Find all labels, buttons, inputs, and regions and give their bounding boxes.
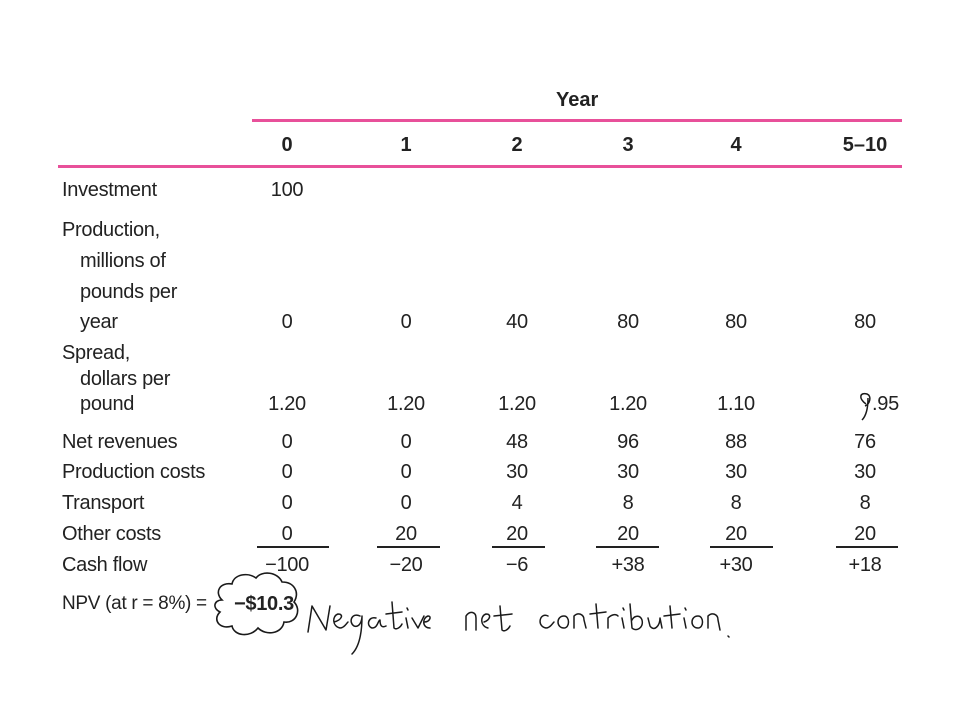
npv-label: NPV (at r = 8%) = xyxy=(62,593,207,614)
other-costs-year-5-10: 20 xyxy=(854,523,876,545)
column-header-year-4: 4 xyxy=(730,134,742,156)
row-label-other-costs: Other costs xyxy=(62,523,161,545)
row-label-transport: Transport xyxy=(62,492,145,514)
other-costs-year-3: 20 xyxy=(617,523,639,545)
row-label-investment: Investment xyxy=(62,179,157,201)
other-costs-year-4: 20 xyxy=(725,523,747,545)
production-year-4: 80 xyxy=(725,311,747,333)
transport-year-1: 0 xyxy=(400,492,412,514)
npv-cloud-circle xyxy=(215,573,298,635)
row-label-production-line-4: year xyxy=(80,311,118,333)
row-label-production: Production, xyxy=(62,219,160,241)
row-label-cash-flow: Cash flow xyxy=(62,554,148,576)
net-revenues-year-5-10: 76 xyxy=(854,431,876,453)
production-costs-year-0: 0 xyxy=(281,461,293,483)
production-costs-year-5-10: 30 xyxy=(854,461,876,483)
spread-year-0: 1.20 xyxy=(268,393,306,415)
cash-flow-year-1: −20 xyxy=(389,554,423,576)
cash-flow-year-5-10: +18 xyxy=(848,554,882,576)
column-header-year-1: 1 xyxy=(400,134,412,156)
production-costs-year-3: 30 xyxy=(617,461,639,483)
production-costs-year-2: 30 xyxy=(506,461,528,483)
transport-year-5-10: 8 xyxy=(859,492,871,514)
other-costs-year-0: 0 xyxy=(281,523,293,545)
transport-year-3: 8 xyxy=(622,492,634,514)
production-year-3: 80 xyxy=(617,311,639,333)
row-label-net-revenues: Net revenues xyxy=(62,431,178,453)
npv-value: −$10.3 xyxy=(234,593,294,615)
transport-year-4: 8 xyxy=(730,492,742,514)
row-label-spread-line-3: pound xyxy=(80,393,135,415)
other-costs-year-1: 20 xyxy=(395,523,417,545)
production-year-1: 0 xyxy=(400,311,412,333)
transport-year-0: 0 xyxy=(281,492,293,514)
spread-correction-mark xyxy=(861,394,870,420)
column-header-year-2: 2 xyxy=(511,134,523,156)
production-year-0: 0 xyxy=(281,311,293,333)
net-revenues-year-0: 0 xyxy=(281,431,293,453)
production-year-5-10: 80 xyxy=(854,311,876,333)
spread-year-2: 1.20 xyxy=(498,393,536,415)
spread-year-4: 1.10 xyxy=(717,393,755,415)
production-costs-year-1: 0 xyxy=(400,461,412,483)
net-revenues-year-1: 0 xyxy=(400,431,412,453)
spread-year-3: 1.20 xyxy=(609,393,647,415)
cash-flow-year-0: −100 xyxy=(265,554,309,576)
spread-year-1: 1.20 xyxy=(387,393,425,415)
production-costs-year-4: 30 xyxy=(725,461,747,483)
net-revenues-year-3: 96 xyxy=(617,431,639,453)
row-label-spread-line-2: dollars per xyxy=(80,368,171,390)
handwritten-note xyxy=(308,602,729,654)
row-label-production-line-2: millions of xyxy=(80,250,166,272)
row-label-production-line-3: pounds per xyxy=(80,281,178,303)
column-header-year-3: 3 xyxy=(622,134,634,156)
column-header-year-0: 0 xyxy=(281,134,293,156)
cash-flow-year-4: +30 xyxy=(719,554,753,576)
other-costs-year-2: 20 xyxy=(506,523,528,545)
cash-flow-year-2: −6 xyxy=(505,554,529,576)
row-label-production-costs: Production costs xyxy=(62,461,206,483)
transport-year-2: 4 xyxy=(511,492,523,514)
spread-year-5-10: .95 xyxy=(872,393,899,415)
production-year-2: 40 xyxy=(506,311,528,333)
row-label-spread: Spread, xyxy=(62,342,130,364)
net-revenues-year-2: 48 xyxy=(506,431,528,453)
net-revenues-year-4: 88 xyxy=(725,431,747,453)
column-header-year-5-10: 5–10 xyxy=(842,134,888,156)
cash-flow-year-3: +38 xyxy=(611,554,645,576)
year-group-header: Year xyxy=(556,89,599,111)
investment-year-0: 100 xyxy=(270,179,304,201)
